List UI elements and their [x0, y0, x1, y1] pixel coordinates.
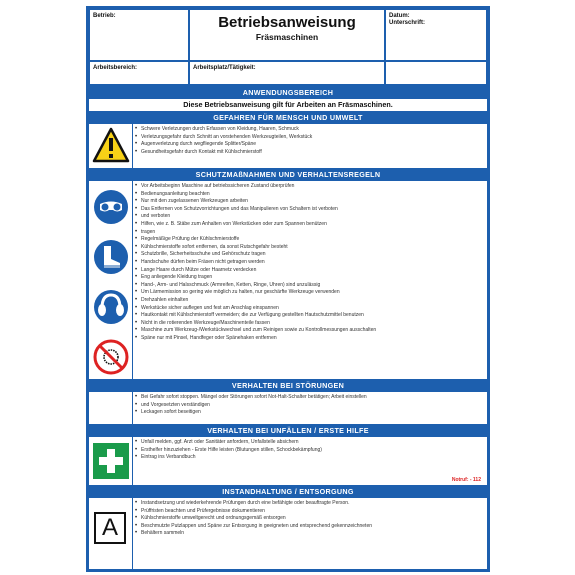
- unfaelle-item: • Unfall melden, ggf. Arzt oder Sanitäter anfordern, Unfallstelle absichern: [134, 439, 484, 447]
- schutz-item: • Maschine zum Werkzeug-/Werkstückwechsel und zum Reinigen sowie zu Kontrollmessungen ausschalten: [134, 327, 484, 335]
- unfaelle-heading: VERHALTEN BEI UNFÄLLEN / ERSTE HILFE: [207, 426, 369, 435]
- schutz-item: • Handschuhe dürfen beim Fräsen nicht getragen werden: [134, 259, 484, 267]
- page-title: Betriebsanweisung: [218, 14, 356, 31]
- schutz-item: • Werkstücke sicher auflegen und fest am Anschlag einspannen: [134, 305, 484, 313]
- notruf-number: Notruf: - 112: [451, 477, 481, 483]
- schutz-item: • Hilfen, wie z. B. Stäbe zum Anhalten von Werkstücken oder zum Spannen benützen: [134, 221, 484, 229]
- instandhaltung-item: • Beschmutzte Putzlappen und Späne zur Entsorgung in geeigneten und entsprechend gekennzeichneten: [134, 523, 484, 531]
- instandhaltung-section: [89, 498, 487, 569]
- schutz-item: • Nur mit den zugelassenen Werkzeugen arbeiten: [134, 198, 484, 206]
- instandhaltung-icon-column: [89, 498, 133, 569]
- instandhaltung-text: [134, 500, 484, 538]
- schutz-item: • Nicht in die rotierenden Werkzeuge/Maschinenteile fassen: [134, 320, 484, 328]
- betrieb-cell: [89, 9, 189, 61]
- schutz-item: • Hand-, Arm- und Halsschmuck (Armreifen, Ketten, Ringe, Uhren) sind unzulässig: [134, 282, 484, 290]
- stoerungen-section: [89, 392, 487, 424]
- title-cell: [189, 9, 385, 61]
- schutz-item: • Drehzahlen einhalten: [134, 297, 484, 305]
- unfaelle-item: • Ersthelfer hinzuziehen - Erste Hilfe leisten (Blutungen stillen, Schockbekämpfung): [134, 447, 484, 455]
- unterschrift-label: Unterschrift:: [389, 20, 426, 26]
- betrieb-label: Betrieb:: [93, 13, 116, 19]
- gefahren-item: • Schwere Verletzungen durch Erfassen von Kleidung, Haaren, Schmuck: [134, 126, 484, 134]
- instandhaltung-item: • Instandsetzung und wiederkehrende Prüfungen durch eine befähigte oder beauftragte Person.: [134, 500, 484, 508]
- stoerungen-item: • Leckagen sofort beseitigen: [134, 409, 484, 417]
- arbeitsbereich-cell: [89, 61, 189, 85]
- arbeitsbereich-label: Arbeitsbereich:: [93, 65, 138, 71]
- schutz-item: • Schutzbrille, Sicherheitsschuhe und Gehörschutz tragen: [134, 251, 484, 259]
- stoerungen-item: • Bei Gefahr sofort stoppen. Mängel oder Störungen sofort Not-Halt-Schalter betätigen; Arbeit einstellen: [134, 394, 484, 402]
- gefahren-item: • Gesundheitsgefahr durch Kontakt mit Kühlschmierstoff: [134, 149, 484, 157]
- gefahren-icon-column: [89, 124, 133, 168]
- instandhaltung-item: • Behältern sammeln: [134, 530, 484, 538]
- page-subtitle: Fräsmaschinen: [255, 32, 319, 42]
- schutz-item: • tragen: [134, 229, 484, 237]
- schutz-item: • Um Lärmemission so gering wie möglich zu halten, nur geschärfte Werkzeuge verwenden: [134, 289, 484, 297]
- schutz-item: • Lange Haare durch Mütze oder Haarnetz verdecken: [134, 267, 484, 275]
- instandhaltung-item: • Kühlschmierstoffe umweltgerecht und ordnungsgemäß entsorgen: [134, 515, 484, 523]
- schutz-item: • Hautkontakt mit Kühlschmierstoff vermeiden; die zur Verfügung gestellten Hautschutzmittel benutzen: [134, 312, 484, 320]
- gefahren-item: • Augenverletzung durch wegfliegende Splitter/Späne: [134, 141, 484, 149]
- header: [89, 9, 487, 85]
- schutz-item: • Regelmäßige Prüfung der Kühlschmierstoffe: [134, 236, 484, 244]
- schutzmassnahmen-heading: SCHUTZMAßNAHMEN UND VERHALTENSREGELN: [195, 170, 381, 179]
- no-jewelry-icon: [93, 339, 129, 375]
- gefahren-section: [89, 124, 487, 168]
- arbeitsplatz-label: Arbeitsplatz/Tätigkeit:: [193, 65, 256, 71]
- datum-cell: [385, 9, 487, 61]
- stoerungen-icon-column: [89, 392, 133, 424]
- unfaelle-text: [134, 439, 484, 462]
- schutz-icon-column: [89, 181, 133, 379]
- unfaelle-item: • Eintrag ins Verbandbuch: [134, 454, 484, 462]
- datum-label: Datum:: [389, 13, 410, 19]
- schutz-item: • Vor Arbeitsbeginn Maschine auf betriebssicheren Zustand überprüfen: [134, 183, 484, 191]
- stoerungen-heading: VERHALTEN BEI STÖRUNGEN: [231, 381, 345, 390]
- instandhaltung-item: • Prüffristen beachten und Prüfergebnisse dokumentieren: [134, 508, 484, 516]
- letter-a-icon: A: [94, 512, 126, 544]
- safety-boots-icon: [93, 239, 129, 275]
- unfaelle-icon-column: [89, 437, 133, 485]
- first-aid-icon: [92, 442, 130, 480]
- stoerungen-item: • und Vorgesetzten verständigen: [134, 402, 484, 410]
- safety-goggles-icon: [93, 189, 129, 225]
- schutzmassnahmen-section: [89, 181, 487, 379]
- schutz-item: • Späne nur mit Pinsel, Handfeger oder Spänehaken entfernen: [134, 335, 484, 343]
- schutz-item: • Bedienungsanleitung beachten: [134, 191, 484, 199]
- unfaelle-section: [89, 437, 487, 485]
- arbeitsplatz-cell: [189, 61, 385, 85]
- warning-triangle-icon: [92, 127, 130, 163]
- betriebsanweisung-sheet: [86, 6, 490, 572]
- anwendungsbereich-text: Diese Betriebsanweisung gilt für Arbeiten an Fräsmaschinen.: [89, 99, 487, 111]
- anwendungsbereich-heading: ANWENDUNGSBEREICH: [242, 88, 334, 97]
- schutz-item: • Kühlschmierstoffe sofort entfernen, da sonst Rutschgefahr besteht: [134, 244, 484, 252]
- gefahren-text: [134, 126, 484, 156]
- gefahren-heading: GEFAHREN FÜR MENSCH UND UMWELT: [213, 113, 363, 122]
- schutz-item: • Das Entfernen von Schutzvorrichtungen und das Manipulieren von Schaltern ist verboten: [134, 206, 484, 214]
- instandhaltung-heading: INSTANDHALTUNG / ENTSORGUNG: [222, 487, 354, 496]
- gefahren-item: • Verletzungsgefahr durch Schnitt an vorstehenden Werkzeugteilen, Werkstück: [134, 134, 484, 142]
- stoerungen-text: [134, 394, 484, 417]
- schutz-item: • und verboten: [134, 213, 484, 221]
- blank-cell: [385, 61, 487, 85]
- schutz-item: • Eng anliegende Kleidung tragen: [134, 274, 484, 282]
- ear-protection-icon: [93, 289, 129, 325]
- schutz-text: [134, 183, 484, 342]
